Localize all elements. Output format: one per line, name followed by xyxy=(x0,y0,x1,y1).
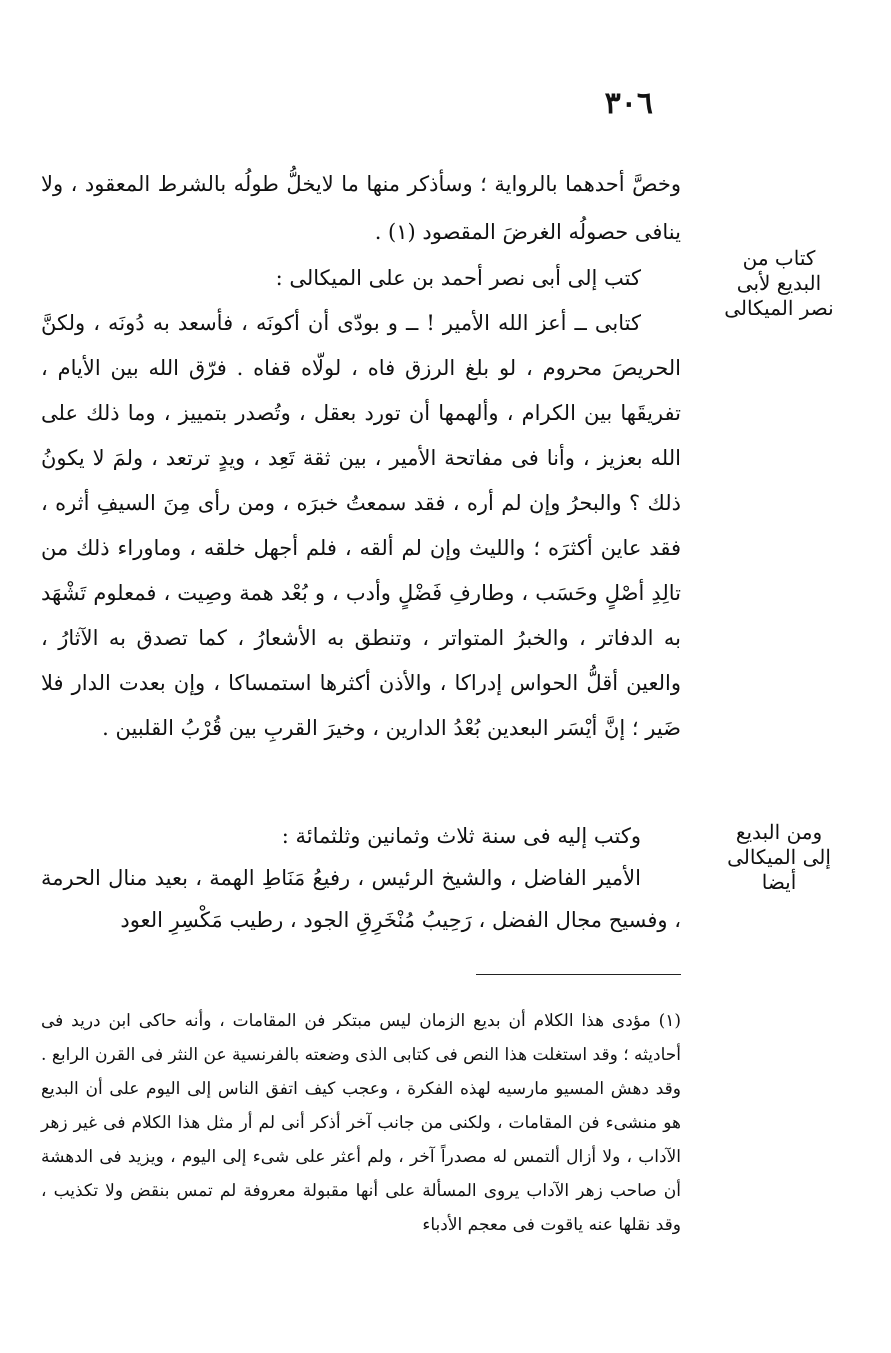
letter-1-body: كتابى ــ أعز الله الأمير ! ــ و بودّى أن أكونَه ، فأسعد به دُونَه ، ولكنَّ الحريصَ محروم ، لو بلغ الرزق فاه ، لولّاه قفاه . فرّق الله بين الأيام ، تفريقَها بين الكرام ، وألهمها أن تورد بعقل ، وتُصدر بتمييز ، وما ذلك على الله بعزيز ، وأنا فى مفاتحة الأمير ، بين ثقة تَعِد ، ويدٍ ترتعد ، ولمَ لا يكونُ ذلك ؟ والبحرُ وإن لم أره ، فقد سمعتُ خبرَه ، ومن رأى مِنَ السيفِ أثره ، فقد عاين أكثرَه ؛ والليث وإن لم ألقه ، فلم أجهل خلقه ، وماوراء ذلك من تالِدِ أصْلٍ وحَسَب ، وطارفِ فَضْلٍ وأدب ، و بُعْد همة وصِيت ، فمعلوم تَشْهَد به الدفاتر ، والخبرُ المتواتر ، وتنطق به الأشعارُ ، كما تصدق به الآثارُ ، والعين أقلُّ الحواس إدراكا ، والأذن أكثرها استمساكا ، وإن بعدت الدار فلا ضَير ؛ إنَّ أيْسَر البعدين بُعْدُ الدارين ، وخيرَ القربِ بين قُرْبُ القلبين . xyxy=(41,311,681,740)
continuation-paragraph: وخصَّ أحدهما بالرواية ؛ وسأذكر منها ما لايخلُّ طولُه بالشرط المعقود ، ولا ينافى حصولُه الغرضَ المقصود (١) . xyxy=(41,172,681,244)
letter-1 xyxy=(41,256,681,751)
margin-note-letter-1: كتاب من البديع لأبى نصر الميكالى xyxy=(724,246,834,320)
letter-2-heading: وكتب إليه فى سنة ثلاث وثمانين وثلثمائة : xyxy=(281,824,641,848)
letter-2-body: الأمير الفاضل ، والشيخ الرئيس ، رفيعُ مَنَاطِ الهمة ، بعيد منال الحرمة ، وفسيح مجال الفضل ، رَحِيبُ مُنْخَرِقِ الجود ، رطيب مَكْسِرِ العود xyxy=(41,866,681,932)
letter-1-heading: كتب إلى أبى نصر أحمد بن على الميكالى : xyxy=(275,266,641,290)
page-number: ٣٠٦ xyxy=(604,86,653,121)
margin-note-letter-2: ومن البديع إلى الميكالى أيضا xyxy=(727,820,831,894)
letter-2 xyxy=(41,815,681,941)
footnote: (١) مؤدى هذا الكلام أن بديع الزمان ليس مبتكر فن المقامات ، وأنه حاكى ابن دريد فى أحاديثه ؛ وقد استغلت هذا النص فى كتابى الذى وضعته بالفرنسية عن النثر فى القرن الرابع . وقد دهش المسيو مارسيه لهذه الفكرة ، وعجب كيف اتفق الناس إلى اليوم على أن البديع هو منشىء فن المقامات ، ولكنى من جانب آخر أذكر أنى لم أر مثل هذا الكلام فى غير زهر الآداب ، ولا أزال ألتمس له مصدراً آخر ، ولم أعثر على شىء إلى اليوم ، ويزيد فى الدهشة أن صاحب زهر الآداب يروى المسألة على أنها مقبولة معروفة لم تمس بنقض ولا تكذيب ، وقد نقلها عنه ياقوت فى معجم الأدباء xyxy=(41,1011,681,1235)
footnote-divider xyxy=(476,974,681,975)
